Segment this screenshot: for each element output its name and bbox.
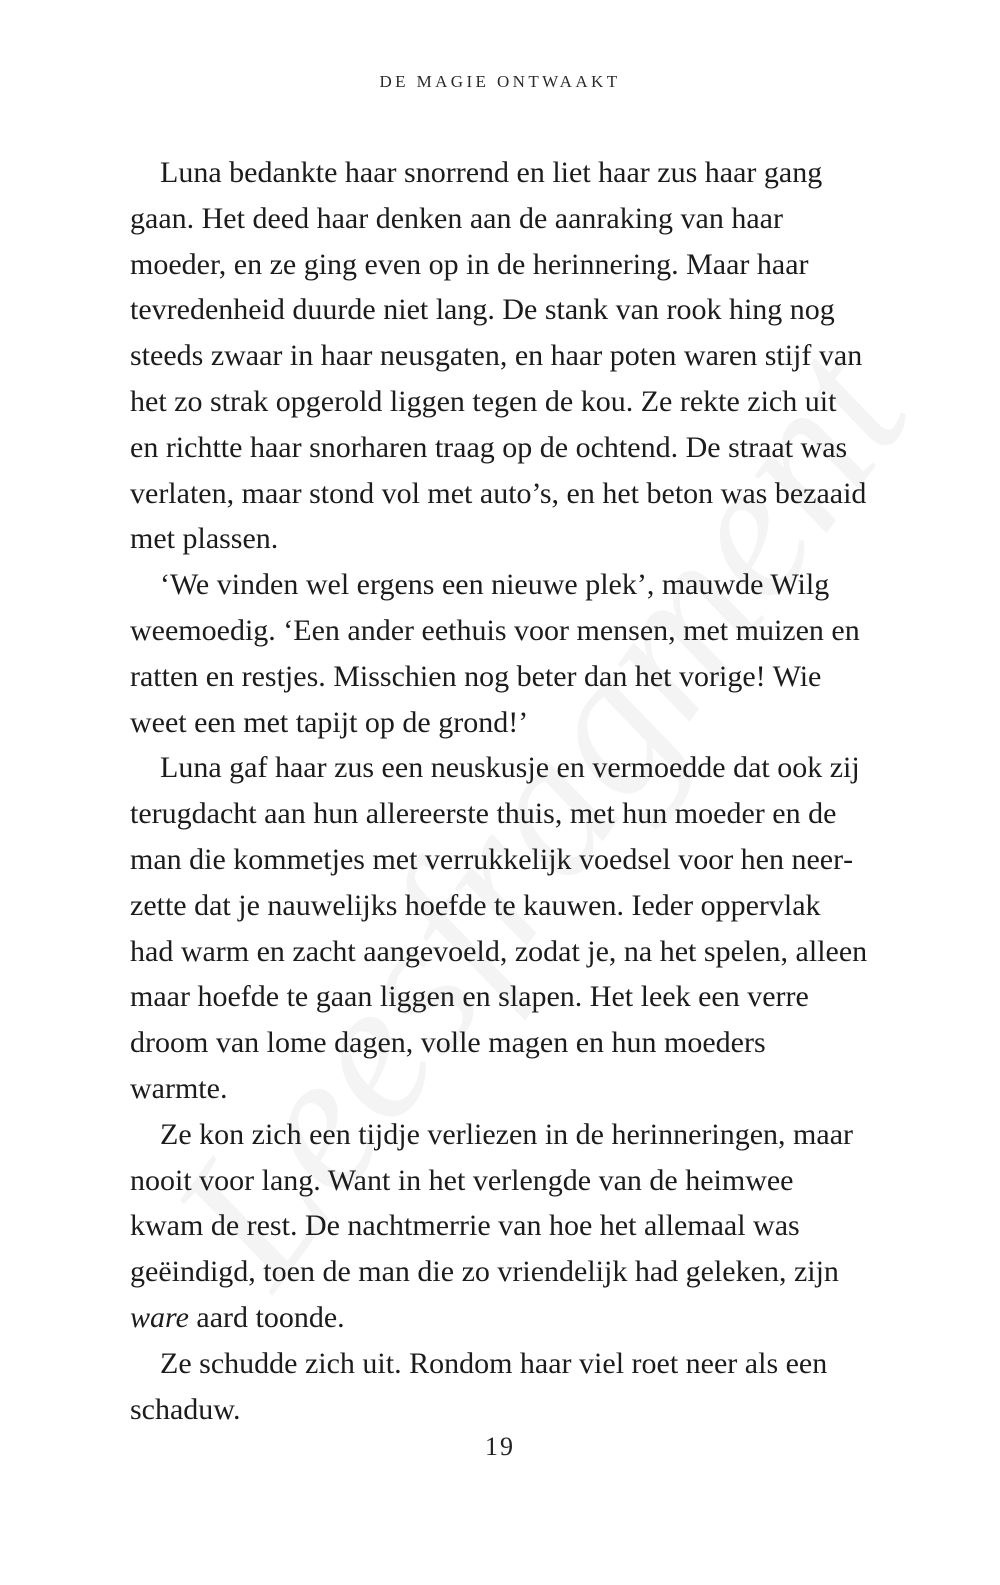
paragraph-4-text-before: Ze kon zich een tijdje verliezen in de herinneringen, maar nooit voor lang. Want in het verlengde van de heimwee kwam de rest. De nachtmerrie van hoe het allemaal was geëindigd, toen de man die zo vriendelijk had geleken, zijn	[130, 1117, 854, 1289]
page-number: 19	[485, 1432, 515, 1461]
paragraph-4-emphasis: ware	[130, 1300, 189, 1334]
running-head: DE MAGIE ONTWAAKT	[379, 72, 621, 91]
body-text	[130, 150, 870, 1432]
paragraph-5: Ze schudde zich uit. Rondom haar viel roet neer als een schaduw.	[130, 1346, 828, 1426]
paragraph-2: ‘We vinden wel ergens een nieuwe plek’, mauwde Wilg weemoedig. ‘Een ander eethuis voor mensen, met muizen en ratten en restjes. Misschien nog beter dan het vorige! Wie weet een met tapijt op de grond!’	[130, 568, 860, 739]
paragraph-3: Luna gaf haar zus een neuskusje en vermoedde dat ook zij terugdacht aan hun allereerste thuis, met hun moeder en de man die kommetjes met verrukkelijk voedsel voor hen neerzette dat je nauwelijks hoefde te kauwen. Ieder oppervlak had warm en zacht aangevoeld, zodat je, na het spelen, alleen maar hoefde te gaan liggen en slapen. Het leek een verre droom van lome dagen, volle magen en hun moeders warmte.	[130, 751, 868, 1105]
paragraph-4	[130, 1112, 870, 1341]
paragraph-4-text-after: aard toonde.	[188, 1300, 345, 1334]
paragraph-1: Luna bedankte haar snorrend en liet haar zus haar gang gaan. Het deed haar denken aan de aanraking van haar moeder, en ze ging even op in de herinnering. Maar haar tevredenheid duurde niet lang. De stank van rook hing nog steeds zwaar in haar neusgaten, en haar poten waren stijf van het zo strak opgerold liggen tegen de kou. Ze rekte zich uit en richtte haar snorharen traag op de ochtend. De straat was verlaten, maar stond vol met auto’s, en het beton was bezaaid met plassen.	[130, 156, 867, 556]
